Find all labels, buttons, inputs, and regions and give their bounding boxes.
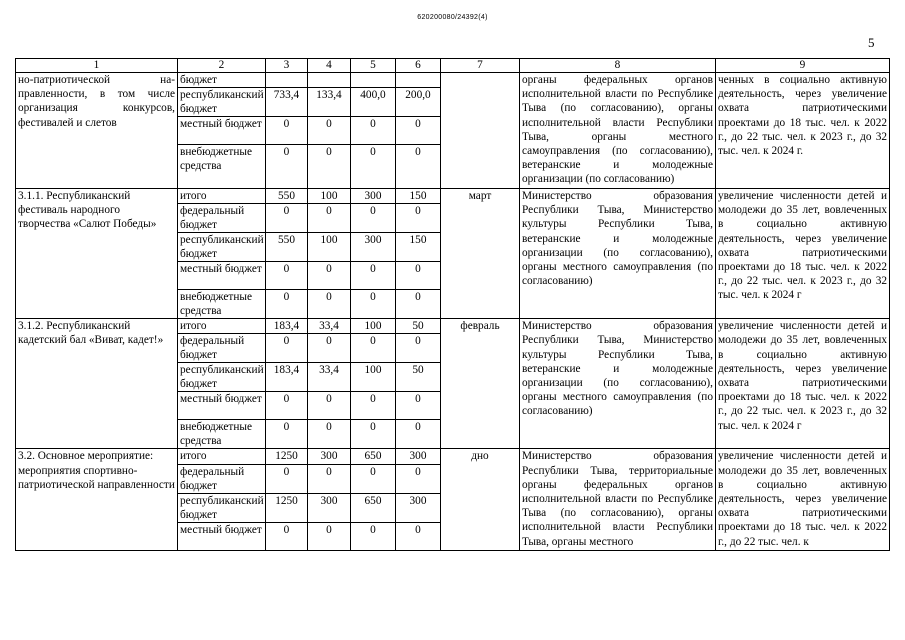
value-cell: 650 xyxy=(351,493,396,522)
value-cell: 50 xyxy=(396,363,441,392)
funding-source: итого xyxy=(178,189,266,204)
value-cell: 0 xyxy=(351,392,396,420)
value-cell: 33,4 xyxy=(308,363,351,392)
value-cell: 0 xyxy=(308,290,351,319)
value-cell: 0 xyxy=(351,204,396,233)
funding-source: внебюджетные средства xyxy=(178,420,266,449)
value-cell: 0 xyxy=(351,290,396,319)
funding-source: республиканский бюджет xyxy=(178,493,266,522)
value-cell: 0 xyxy=(308,334,351,363)
month-cell: февраль xyxy=(441,319,520,449)
value-cell: 0 xyxy=(351,522,396,550)
month-cell xyxy=(441,73,520,189)
value-cell: 0 xyxy=(396,204,441,233)
value-cell: 0 xyxy=(396,420,441,449)
column-header: 9 xyxy=(716,59,890,73)
table-row xyxy=(16,73,890,88)
column-header: 4 xyxy=(308,59,351,73)
value-cell: 0 xyxy=(396,117,441,145)
value-cell: 150 xyxy=(396,189,441,204)
activity-title: но-патриотической на-правленности, в том числе организация конкурсов, фестивалей и слетов xyxy=(16,73,178,189)
value-cell: 0 xyxy=(308,464,351,493)
value-cell: 0 xyxy=(308,145,351,189)
value-cell: 0 xyxy=(266,420,308,449)
value-cell: 0 xyxy=(351,420,396,449)
funding-source: внебюджетные средства xyxy=(178,290,266,319)
value-cell: 0 xyxy=(308,522,351,550)
result-cell: увеличение численности детей и молодежи до 35 лет, вовлеченных в социально активную деятельность, через увеличение охвата патриотическими проектами до 18 тыс. чел. к 2022 г., до 22 тыс. чел. к 2023 г., до 32 тыс. чел. к 2024 г xyxy=(716,319,890,449)
value-cell: 0 xyxy=(396,145,441,189)
result-cell: увеличение численности детей и молодежи до 35 лет, вовлеченных в социально активную деятельность, через увеличение охвата патриотическими проектами до 18 тыс. чел. к 2022 г., до 22 тыс. чел. к xyxy=(716,449,890,550)
page-number: 5 xyxy=(868,35,875,50)
value-cell: 300 xyxy=(396,493,441,522)
value-cell: 0 xyxy=(351,145,396,189)
value-cell xyxy=(266,73,308,88)
value-cell: 0 xyxy=(266,290,308,319)
value-cell: 0 xyxy=(396,522,441,550)
value-cell: 300 xyxy=(308,449,351,464)
funding-source: федеральный бюджет xyxy=(178,204,266,233)
column-header: 3 xyxy=(266,59,308,73)
value-cell: 650 xyxy=(351,449,396,464)
funding-source: местный бюджет xyxy=(178,522,266,550)
value-cell: 0 xyxy=(308,420,351,449)
table-row xyxy=(16,319,890,334)
value-cell: 0 xyxy=(308,262,351,290)
funding-source: местный бюджет xyxy=(178,117,266,145)
value-cell: 200,0 xyxy=(396,88,441,117)
column-header: 7 xyxy=(441,59,520,73)
month-cell: дно xyxy=(441,449,520,550)
value-cell: 100 xyxy=(351,363,396,392)
value-cell xyxy=(396,73,441,88)
value-cell: 0 xyxy=(266,145,308,189)
value-cell: 550 xyxy=(266,189,308,204)
activity-title: 3.1.1. Республиканский фестиваль народного творчества «Салют Победы» xyxy=(16,189,178,319)
executors-cell: Министерство образования Республики Тыва, Министерство культуры Республики Тыва, ветеранские и молодежные организации (по согласованию), органы местного самоуправления (по согласованию) xyxy=(520,319,716,449)
value-cell: 0 xyxy=(396,290,441,319)
value-cell: 0 xyxy=(396,464,441,493)
value-cell: 0 xyxy=(396,392,441,420)
value-cell: 733,4 xyxy=(266,88,308,117)
value-cell: 183,4 xyxy=(266,363,308,392)
value-cell: 300 xyxy=(351,189,396,204)
column-header: 5 xyxy=(351,59,396,73)
funding-source: местный бюджет xyxy=(178,392,266,420)
value-cell: 0 xyxy=(266,262,308,290)
month-cell: март xyxy=(441,189,520,319)
value-cell: 0 xyxy=(266,522,308,550)
funding-source: итого xyxy=(178,319,266,334)
value-cell: 100 xyxy=(308,189,351,204)
funding-source: федеральный бюджет xyxy=(178,464,266,493)
value-cell: 33,4 xyxy=(308,319,351,334)
result-cell: увеличение численности детей и молодежи до 35 лет, вовлеченных в социально активную деятельность, через увеличение охвата патриотическими проектами до 18 тыс. чел. к 2022 г., до 22 тыс. чел. к 2023 г., до 32 тыс. чел. к 2024 г xyxy=(716,189,890,319)
value-cell: 0 xyxy=(308,204,351,233)
funding-source: бюджет xyxy=(178,73,266,88)
executors-cell: Министерство образования Республики Тыва, Министерство культуры Республики Тыва, ветеранские и молодежные организации (по согласованию), органы местного самоуправления (по согласованию) xyxy=(520,189,716,319)
column-header: 2 xyxy=(178,59,266,73)
funding-source: итого xyxy=(178,449,266,464)
value-cell: 0 xyxy=(308,117,351,145)
value-cell: 133,4 xyxy=(308,88,351,117)
column-header: 6 xyxy=(396,59,441,73)
table-row xyxy=(16,189,890,204)
value-cell xyxy=(308,73,351,88)
funding-source: местный бюджет xyxy=(178,262,266,290)
value-cell: 100 xyxy=(351,319,396,334)
column-header: 1 xyxy=(16,59,178,73)
value-cell: 0 xyxy=(308,392,351,420)
value-cell: 150 xyxy=(396,233,441,262)
column-number-row xyxy=(16,59,890,73)
value-cell: 0 xyxy=(351,464,396,493)
value-cell: 0 xyxy=(266,117,308,145)
value-cell: 300 xyxy=(351,233,396,262)
program-table xyxy=(15,58,890,551)
value-cell: 100 xyxy=(308,233,351,262)
value-cell: 550 xyxy=(266,233,308,262)
value-cell: 300 xyxy=(308,493,351,522)
funding-source: внебюджетные средства xyxy=(178,145,266,189)
value-cell: 1250 xyxy=(266,493,308,522)
value-cell: 0 xyxy=(351,262,396,290)
value-cell: 0 xyxy=(396,262,441,290)
value-cell: 0 xyxy=(266,204,308,233)
value-cell xyxy=(351,73,396,88)
value-cell: 0 xyxy=(266,392,308,420)
funding-source: республиканский бюджет xyxy=(178,233,266,262)
activity-title: 3.2. Основное мероприятие: мероприятия спортивно-патриотической направленности xyxy=(16,449,178,550)
value-cell: 400,0 xyxy=(351,88,396,117)
executors-cell: Министерство образования Республики Тыва, территориальные органы федеральных органов исполнительной власти по Республике Тыва (по согласованию), органы исполнительной власти Республики Тыва, органы местного xyxy=(520,449,716,550)
value-cell: 1250 xyxy=(266,449,308,464)
activity-title: 3.1.2. Республиканский кадетский бал «Виват, кадет!» xyxy=(16,319,178,449)
value-cell: 0 xyxy=(351,334,396,363)
value-cell: 0 xyxy=(266,334,308,363)
funding-source: республиканский бюджет xyxy=(178,363,266,392)
funding-source: федеральный бюджет xyxy=(178,334,266,363)
value-cell: 300 xyxy=(396,449,441,464)
value-cell: 183,4 xyxy=(266,319,308,334)
value-cell: 0 xyxy=(266,464,308,493)
table-row xyxy=(16,449,890,464)
document-id: 620200080/24392(4) xyxy=(417,14,488,21)
executors-cell: органы федеральных органов исполнительной власти по Республике Тыва (по согласованию), органы исполнительной власти Республики Тыва, органы местного самоуправления (по согласованию), ветеранские и молодежные организации (по согласованию) xyxy=(520,73,716,189)
value-cell: 50 xyxy=(396,319,441,334)
funding-source: республиканский бюджет xyxy=(178,88,266,117)
column-header: 8 xyxy=(520,59,716,73)
value-cell: 0 xyxy=(396,334,441,363)
value-cell: 0 xyxy=(351,117,396,145)
result-cell: ченных в социально активную деятельность, через увеличение охвата патриотическими проектами до 18 тыс. чел. к 2022 г., до 22 тыс. чел. к 2023 г., до 32 тыс. чел. к 2024 г. xyxy=(716,73,890,189)
